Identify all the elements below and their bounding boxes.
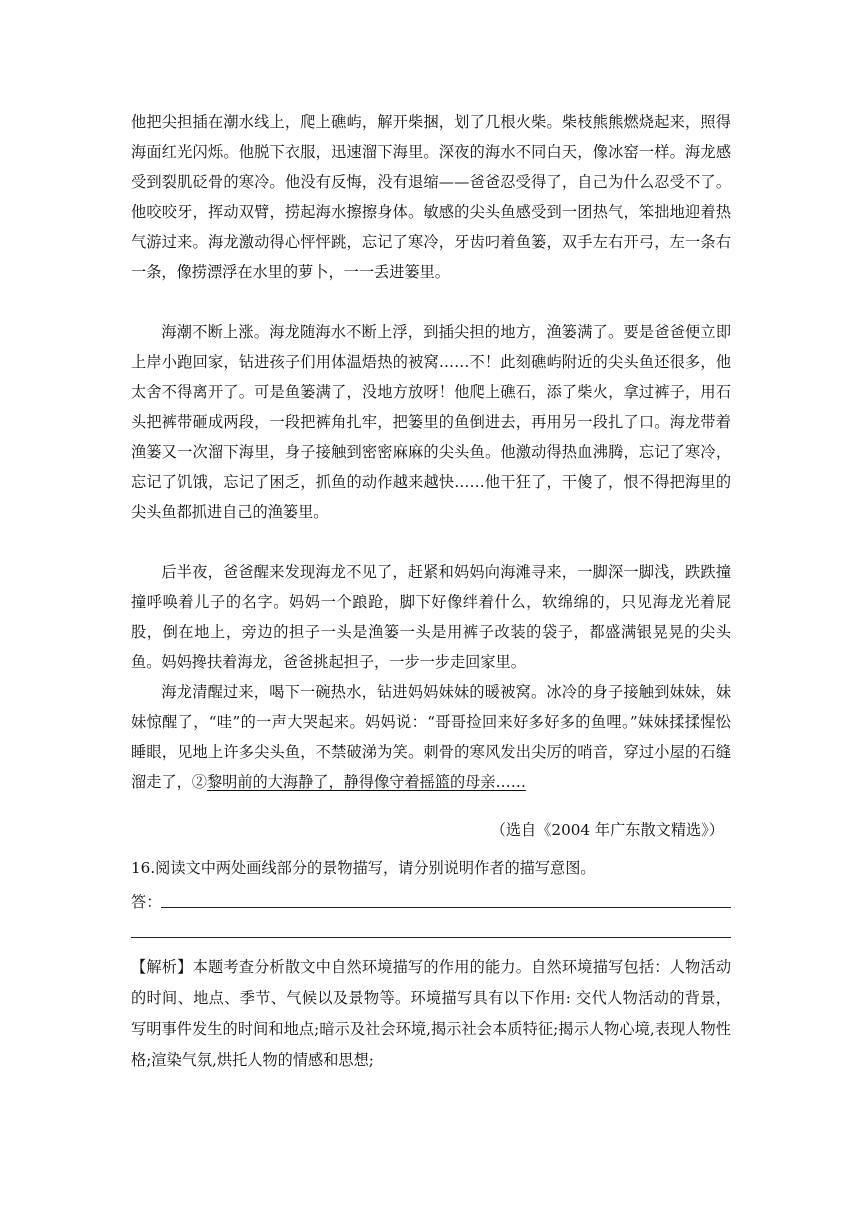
analysis-label: 【解析】	[131, 958, 193, 976]
passage-paragraph-2: 海潮不断上涨。海龙随海水不断上浮，到插尖担的地方，渔篓满了。要是爸爸便立即上岸小跑回家，钻进孩子们用体温焐热的被窝……不！此刻礁屿附近的尖头鱼还很多，他太舍不得离开了。可是鱼篓满了，没地方放呀！他爬上礁石，添了柴火，拿过裤子，用石头把裤带砸成两段，一段把裤角扎牢，把篓里的鱼倒进去，再用另一段扎了口。海龙带着渔篓又一次溜下海里，身子接触到密密麻麻的尖头鱼。他激动得热血沸腾，忘记了寒冷，忘记了饥饿，忘记了困乏，抓鱼的动作越来越快……他干狂了，干傻了，恨不得把海里的尖头鱼都抓进自己的渔篓里。	[131, 323, 731, 521]
paragraph-4-ellipsis: ……	[495, 773, 526, 791]
paragraph-4-text: 海龙清醒过来，喝下一碗热水，钻进妈妈妹妹的暖被窝。冰冷的身子接触到妹妹，妹妹惊醒了，“哇”的一声大哭起来。妈妈说：“哥哥捡回来好多好多的鱼哩。”妹妹揉揉惺忪睡眼，见地上许多尖头鱼，不禁破涕为笑。刺骨的寒风发出尖厉的哨音，穿过小屋的石缝溜走了，②	[131, 683, 731, 791]
analysis-block	[131, 952, 731, 1076]
passage-paragraph-1: 他把尖担插在潮水线上，爬上礁屿，解开柴捆，划了几根火柴。柴枝熊熊燃烧起来，照得海面红光闪烁。他脱下衣服，迅速溜下海里。深夜的海水不同白天，像冰窑一样。海龙感受到裂肌砭骨的寒冷。他没有反悔，没有退缩——爸爸忍受得了，自己为什么忍受不了。他咬咬牙，挥动双臂，捞起海水擦擦身体。敏感的尖头鱼感受到一团热气，笨拙地迎着热气游过来。海龙激动得心怦怦跳，忘记了寒冷，牙齿叼着鱼篓，双手左右开弓，左一条右一条，像捞漂浮在水里的萝卜，一一丢进篓里。	[131, 113, 731, 281]
answer-blank-line[interactable]	[161, 907, 731, 908]
answer-blank-line-2[interactable]	[131, 937, 731, 938]
underlined-scenery-description: 黎明前的大海静了，静得像守着摇篮的母亲	[206, 773, 496, 791]
passage-paragraph-4	[131, 677, 731, 797]
passage-paragraph-3: 后半夜，爸爸醒来发现海龙不见了，赶紧和妈妈向海滩寻来，一脚深一脚浅，跌跌撞撞呼唤着儿子的名字。妈妈一个踉跄，脚下好像绊着什么，软绵绵的，只见海龙光着屁股，倒在地上，旁边的担子一头是渔篓一头是用裤子改装的袋子，都盛满银晃晃的尖头鱼。妈妈搀扶着海龙，爸爸挑起担子，一步一步走回家里。	[131, 563, 731, 671]
question-16: 16.阅读文中两处画线部分的景物描写，请分别说明作者的描写意图。	[131, 859, 596, 877]
source-citation: （选自《2004 年广东散文精选》）	[490, 821, 724, 839]
analysis-text: 本题考查分析散文中自然环境描写的作用的能力。自然环境描写包括：人物活动的时间、地点、季节、气候以及景物等。环境描写具有以下作用: 交代人物活动的背景，写明事件发生的时间和地点;暗示及社会环境,揭示社会本质特征;揭示人物心境,表现人物性格;渲染气氛,烘托人物的情感和思想;	[131, 958, 732, 1069]
answer-label: 答：	[131, 893, 162, 911]
